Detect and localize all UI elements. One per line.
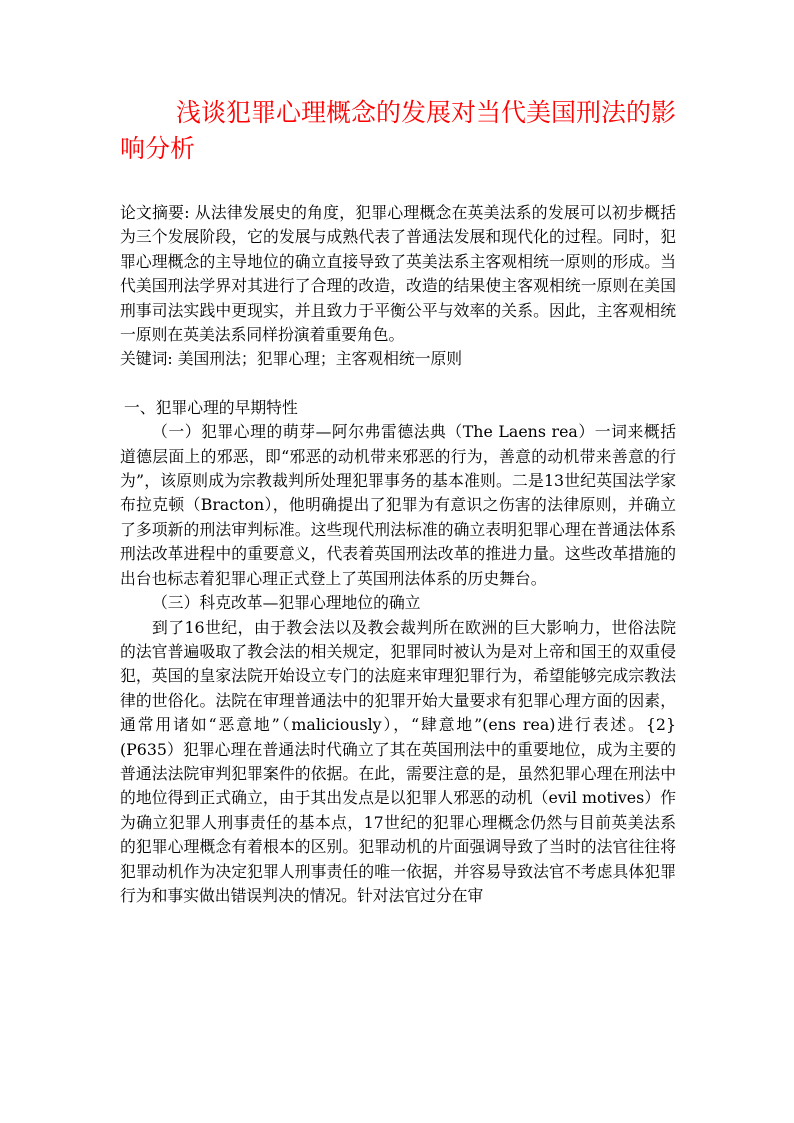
keywords-text: 美国刑法；犯罪心理；主客观相统一原则	[177, 349, 463, 369]
body-paragraph: （一）犯罪心理的萌芽—阿尔弗雷德法典（The Laens rea）一词来概括道德层面上的邪恶，即“邪恶的动机带来邪恶的行为，善意的动机带来善意的行为”，该原则成为宗教裁判所处理犯罪事务的基本准则。二是13世纪英国法学家布拉克顿（Bracton），他明确提出了犯罪为有意识之伤害的法律原则，并确立了多项新的刑法审判标准。这些现代刑法标准的确立表明犯罪心理在普通法体系刑法改革进程中的重要意义，代表着英国刑法改革的推进力量。这些改革措施的出台也标志着犯罪心理正式登上了英国刑法体系的历史舞台。	[120, 422, 676, 588]
section-heading: 一、犯罪心理的早期特性	[124, 397, 298, 417]
abstract-text: 从法律发展史的角度，犯罪心理概念在英美法系的发展可以初步概括为三个发展阶段，它的发展与成熟代表了普通法发展和现代化的过程。同时，犯罪心理概念的主导地位的确立直接导致了英美法系主客观相统一原则的形成。当代美国刑法学界对其进行了合理的改造，改造的结果使主客观相统一原则在美国刑事司法实践中更现实，并且致力于平衡公平与效率的关系。因此，主客观相统一原则在英美法系同样扮演着重要角色。	[120, 203, 676, 345]
keywords-line	[120, 347, 676, 371]
abstract-paragraph	[120, 201, 676, 347]
keywords-label: 关键词:	[120, 349, 178, 369]
document-page	[120, 95, 676, 908]
subsection-heading: （三）科克改革—犯罪心理地位的确立	[152, 593, 421, 613]
abstract-label: 论文摘要:	[120, 203, 195, 222]
document-title: 浅谈犯罪心理概念的发展对当代美国刑法的影响分析	[120, 98, 677, 163]
body-paragraph: 到了16世纪，由于教会法以及教会裁判所在欧洲的巨大影响力，世俗法院的法官普遍吸取了教会法的相关规定，犯罪同时被认为是对上帝和国王的双重侵犯，英国的皇家法院开始设立专门的法庭来审理犯罪行为，希望能够完成宗教法律的世俗化。法院在审理普通法中的犯罪开始大量要求有犯罪心理方面的因素，通常用诸如“恶意地”（maliciously），“肆意地”(ens rea)进行表述。{2}(P635）犯罪心理在普通法时代确立了其在英国刑法中的重要地位，成为主要的普通法法院审判犯罪案件的依据。在此，需要注意的是，虽然犯罪心理在刑法中的地位得到正式确立，由于其出发点是以犯罪人邪恶的动机（evil motives）作为确立犯罪人刑事责任的基本点，17世纪的犯罪心理概念仍然与目前英美法系的犯罪心理概念有着根本的区别。犯罪动机的片面强调导致了当时的法官往往将犯罪动机作为决定犯罪人刑事责任的唯一依据，并容易导致法官不考虑具体犯罪行为和事实做出错误判决的情况。针对法官过分在审	[120, 617, 676, 905]
